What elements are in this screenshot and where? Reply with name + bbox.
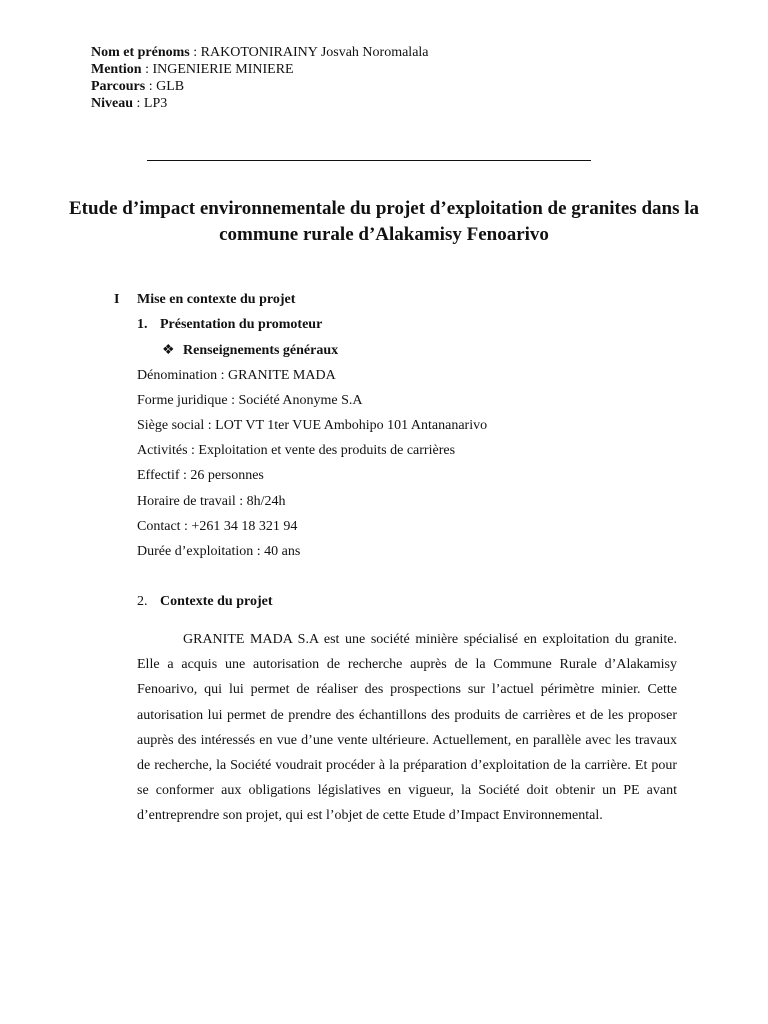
info-denomination: Dénomination : GRANITE MADA: [137, 368, 336, 383]
meta-value: LP3: [143, 96, 168, 111]
meta-line-name: Nom et prénoms : RAKOTONIRAINY Josvah Noromalala: [91, 45, 429, 60]
meta-line-parcours: Parcours : GLB: [91, 79, 185, 94]
bullet-heading: [162, 342, 338, 359]
document-title: Etude d’impact environnementale du projet d’exploitation de granites dans la commune rurale d’Alakamisy Fenoarivo: [68, 198, 699, 245]
meta-label: Parcours: [91, 79, 146, 94]
subsection-number: 1.: [137, 317, 148, 332]
info-duree: Durée d’exploitation : 40 ans: [137, 544, 301, 559]
info-effectif: Effectif : 26 personnes: [137, 468, 264, 483]
meta-value: RAKOTONIRAINY Josvah Noromalala: [200, 45, 429, 60]
meta-value: GLB: [156, 79, 185, 94]
info-forme-juridique: Forme juridique : Société Anonyme S.A: [137, 393, 363, 408]
horizontal-divider: [147, 160, 591, 161]
subsection-title: Contexte du projet: [160, 594, 273, 609]
context-paragraph: GRANITE MADA S.A est une société minière spécialisé en exploitation du granite. Elle a acquis une autorisation de recherche auprès de la Commune Rurale d’Alakamisy Fenoarivo, qui lui permet de réaliser des prospections sur l’actuel périmètre minier. Cette autorisation lui permet de prendre des échantillons des produits de carrières et de les proposer auprès des intéressés en vue d’une vente ultérieure. Actuellement, en parallèle avec les travaux de recherche, la Société voudrait procéder à la préparation d’exploitation de la carrière. Et pour se conformer aux obligations législatives en vigueur, la Société doit obtenir un PE avant d’entreprendre son projet, qui est l’objet de cette Etude d’Impact Environnemental.: [137, 632, 677, 824]
info-horaire: Horaire de travail : 8h/24h: [137, 494, 286, 509]
info-siege-social: Siège social : LOT VT 1ter VUE Ambohipo 101 Antananarivo: [137, 418, 488, 433]
bullet-title: Renseignements généraux: [183, 343, 339, 358]
diamond-bullet-icon: ❖: [162, 343, 175, 358]
subsection-number: 2.: [137, 594, 148, 609]
subsection-heading-1: [137, 316, 322, 333]
meta-label: Mention: [91, 62, 142, 77]
meta-label: Nom et prénoms: [91, 45, 190, 60]
meta-line-mention: Mention : INGENIERIE MINIERE: [91, 62, 294, 77]
info-contact: Contact : +261 34 18 321 94: [137, 519, 298, 534]
section-number: I: [114, 292, 120, 307]
student-info: [91, 44, 429, 112]
section-heading-1: [114, 291, 295, 308]
subsection-heading-2: [137, 593, 273, 610]
info-activites: Activités : Exploitation et vente des produits de carrières: [137, 443, 456, 458]
meta-line-niveau: Niveau : LP3: [91, 96, 168, 111]
meta-label: Niveau: [91, 96, 133, 111]
section-title: Mise en contexte du projet: [137, 292, 296, 307]
subsection-title: Présentation du promoteur: [160, 317, 323, 332]
meta-value: INGENIERIE MINIERE: [152, 62, 294, 77]
